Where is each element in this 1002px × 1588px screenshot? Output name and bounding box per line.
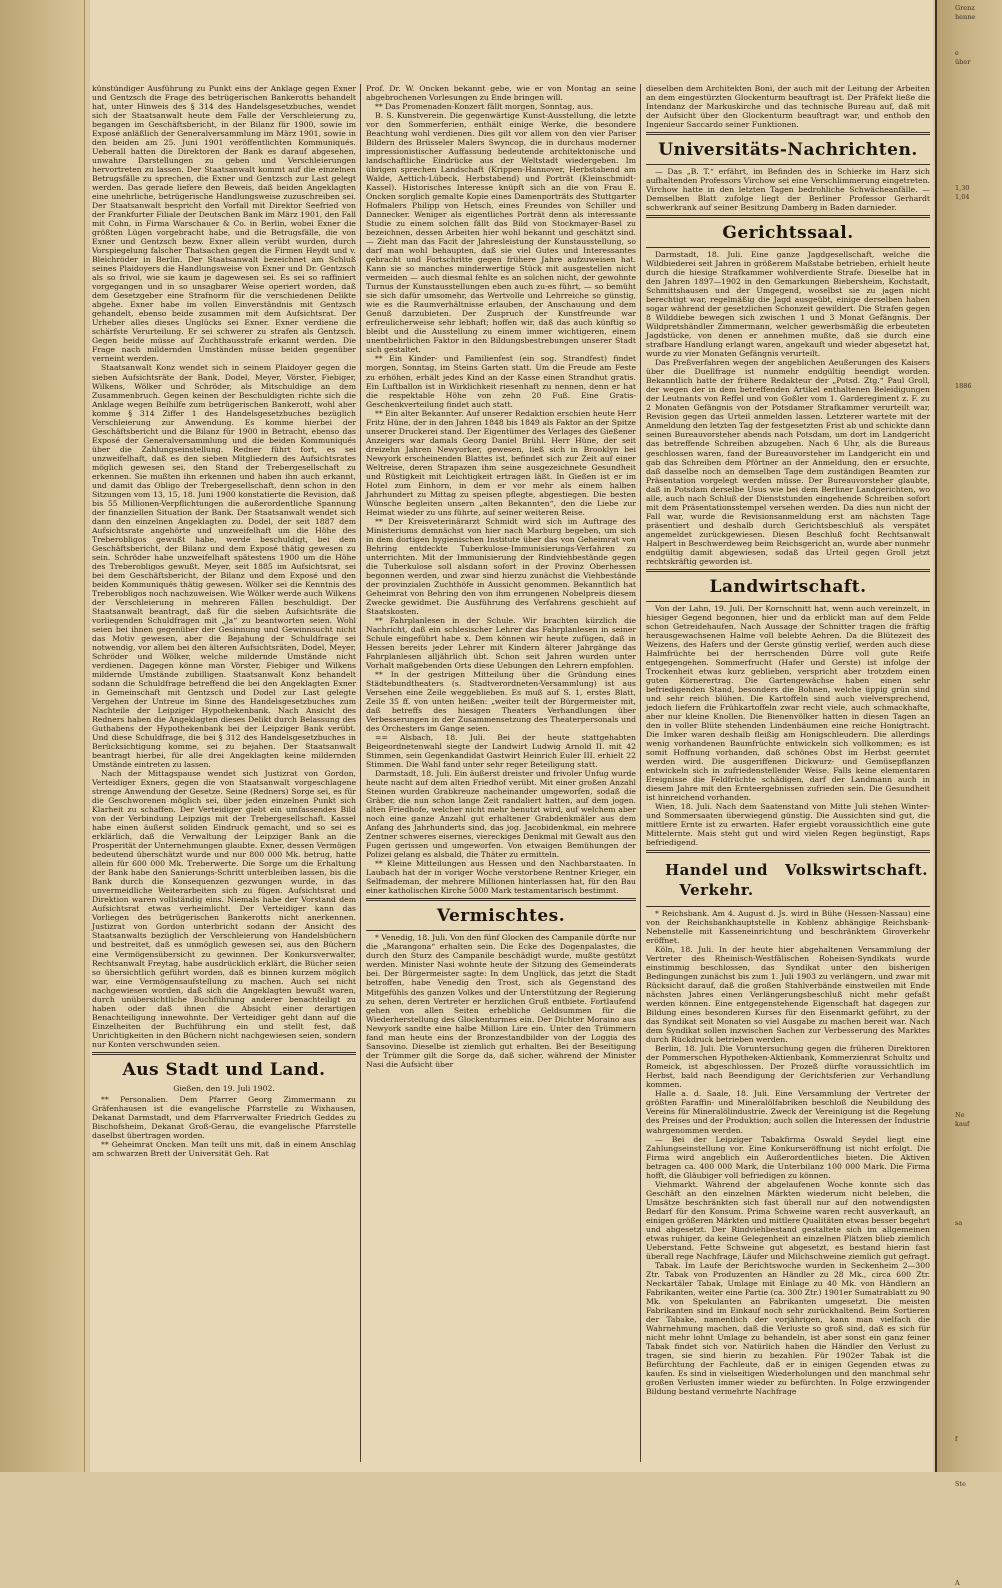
article-paragraph: ** Ein Kinder- und Familienfest (ein sog. Strandfest) findet morgen, Sonntag, im Steins Garten statt. Um die Freude am Feste zu erhöhen, erhält jedes Kind an der Kasse einen Strandhut gratis. Ein Luftballon ist in Wirklichkeit riesenhaft zu nennen, denn er hat die respektable Höhe von zehn 20 Fuß. Eine Gratis-Geschenkverteilung findet auch statt. <box>366 354 636 409</box>
article-paragraph: Berlin, 18. Juli. Die Voruntersuchung gegen die früheren Direktoren der Pommerschen Hypotheken-Aktienbank, Kommerzienrat Schultz und Romeick, ist abgeschlossen. Der Prozeß dürfte voraussichtlich im Herbst, bald nach Beendigung der Gerichtsferien zur Verhandlung kommen. <box>646 1044 930 1090</box>
article-paragraph: dieselben dem Architekten Boni, der auch mit der Leitung der Arbeiten an dem eingestürzten Glockenturm beauftragt ist. Der Präfekt ließe die Intendanz der Markuskirche und das technische Bureau auf, daß mit der Aufsicht über den Glockenturm beauftragt war, und enthob den Ingenieur Saccardo seiner Funktionen. <box>646 84 930 130</box>
column-divider <box>360 84 361 1462</box>
article-paragraph: Tabak. Im Laufe der Berichtswoche wurden in Seckenheim 2—300 Ztr. Tabak von Produzenten an Händler zu 28 Mk., circa 600 Ztr. Neckartäler Tabak, Umlage mit Einlage zu 40 Mk. von Händlern an Fabrikanten, weiter eine Partie (ca. 300 Ztr.) 1901er Sumatrablatt zu 90 Mk. von Spekulanten an Fabrikanten umgesetzt. Die meisten Fabrikanten sind im Einkauf noch sehr zurückhaltend. Beim Sortieren der Tabake, namentlich der vorjährigen, kann man vielfach die Wahrnehmung machen, daß die Verluste so groß sind, daß es sich für nicht mehr lohnt Umlage zu behandeln, ist aber sonst ein ganz feiner Tabak findet sich vor. Natürlich haben die Händler den Verlust zu tragen, sie sind hierin zu bezahlen. Für 1902er Tabak ist die Befürchtung der Fachleute, daß er in einigen Gegenden etwas zu kaufen. Es sind in vielseitigen Wiederholungen und den manchmal sehr großen Verlusten immer wieder zu befürchten. In Folge erzwingender Bildung bestand vermehrte Nachfrage <box>646 1260 930 1396</box>
section-rule <box>366 898 636 901</box>
section-rule <box>646 906 930 907</box>
section-heading-gerichtssaal: Gerichtssaal. <box>722 223 854 244</box>
article-paragraph: künstündiger Ausführung zu Punkt eins der Anklage gegen Exner und Gentzsch die Frage des betrügerischen Bankerotts behandelt hat, unter Hinweis des § 314 des Handelsgesetzbuches, wendet sich der Staatsanwalt heute dem Falle der Verschleierung zu, begangen im Geschäftsbericht, in der Bilanz für 1900, sowie im Exposé anläßlich der Generalversammlung im März 1901, sowie in den beiden am 25. Juni 1901 veröffentlichten Kommuniqués. Ueberall hatten die Direktoren der Bank es darauf abgesehen, unwahre Darstellungen zu geben und Verschleierungen hervortreten zu lassen. Der Staatsanwalt kommt auf die einzelnen Betrugsfälle zu sprechen, die Exner und Gentzsch zur Last gelegt werden. Das gerade liefere den Beweis, daß beiden Angeklagten eine unehrliche, betrügerische Handlungsweise zuzuschreiben sei. Der Staatsanwalt bespricht den Vorfall mit Direktor Seefried von der Frankfurter Filiale der Deutschen Bank im März 1901, den Fall mit Cohn, in Firma Warschauer & Co. in Berlin, wobei Exner die größten Lügen vorgebracht habe, und die Betrugsfälle, die von Exner und Gentzsch bezw. Exner allein verübt wurden, durch Vorspiegelung falscher Thatsachen gegen die Firmen Heydt und v. Bleichröder in Berlin. Der Staatsanwalt bezeichnet am Schluß seines Plaidoyers die Handlungsweise von Exner und Dr. Gentzsch als so frivol, wie sie kaum je dagewesen sei. Es sei so raffiniert vorgegangen und in so unsagbarer Weise operiert worden, daß dem Gesetzgeber eine Strafnorm für die verschiedenen Delikte abgehe. Exner habe im vollen Einverständnis mit Gentzsch gehandelt, ebenso beide zusammen mit dem Aufsichtsrat. Der Urheber alles dieses Unglücks sei Exner. Exner verdiene die schärfste Verurteilung. Er sei schwerer zu strafen als Gentzsch. Gegen beide müsse auf Zuchthausstrafe erkannt werden. Die Frage nach mildernden Umständen müsse beiden gegenüber verneint werden. <box>92 84 356 364</box>
section-rule <box>92 1052 356 1055</box>
article-paragraph: ** In der gestrigen Mitteilung über die Gründung eines Städtebundtheaters (s. Stadtverordneten-Versammlung) ist aus Versehen eine Zeile weggeblieben. Es muß auf S. 1, erstes Blatt, Zeile 35 ff. von unten heißen: „weiter teilt der Bürgermeister mit, daß betreffs des hiesigen Theaters Verhandlungen über Verbesserungen in der Zusammensetzung des Theaterpersonals und des Orchesters im Gange seien. <box>366 670 636 734</box>
column-2 <box>366 84 636 1464</box>
article-paragraph: Halle a. d. Saale, 18. Juli. Eine Versammlung der Vertreter der größten Faraffin- und Mineralölfabriken beschloß die Neubildung des Vereins für Mineralölindustrie. Zweck der Vereinigung ist die Regelung des Preises und der Produktion; auch sollen die Interessen der Industrie wahrgenommen werden. <box>646 1089 930 1135</box>
newspaper-page <box>90 0 933 1472</box>
article-paragraph: Darmstadt, 18. Juli. Eine ganze Jagdgesellschaft, welche die Wildbiederei seit Jahren in größerem Maßstabe betrieben, erhielt heute durch die hiesige Strafkammer wohlverdiente Strafe. Dieselbe hat in den Jahren 1897—1902 in den Gemarkungen Biebersheim, Kochstadt, Schmittshausen und der Umgegend, woselbst sie zu jagen nicht berechtigt war, regelmäßig die Jagd ausgeübt, einige derselben haben sogar während der gesetzlichen Schonzeit gewildert. Die Strafen gegen 8 Wilddiebe bewegen sich zwischen 1 und 3 Monat Gefängnis. Der Wildpretshändler Zimmermann, welcher gewerbsmäßig die erbeuteten Jagdstücke, von denen er annehmen mußte, daß sie durch eine strafbare Handlung erlangt waren, angekauft und wieder abgesetzt hat, wurde zu vier Monaten Gefängnis verurteilt. <box>646 250 930 359</box>
article-paragraph: ** Geheimrat Oncken. Man teilt uns mit, daß in einem Anschlag am schwarzen Brett der Universität Geh. Rat <box>92 1139 356 1158</box>
article-paragraph: ** Der Kreisveterinärarzt Schmidt wird sich im Auftrage des Ministeriums demnächst von hier nach Marburg begeben, um sich in dem dortigen hygienischen Institute über das von Geheimrat von Behring entdeckte Tuberkulose-Immunisierungs-Verfahren zu unterrichten. Mit der Immunisierung der Rindviehbestände gegen die Tuberkulose soll alsdann sofort in der Provinz Oberhessen begonnen werden, und zwar sind hierzu zunächst die Viehbestände der provinzialen Zuchthöfe in Aussicht genommen. Bekanntlich hat Geheimrat von Behring den von ihm errungenen Nobelpreis diesem Zwecke gewidmet. Die Ausführung des Verfahrens geschieht auf Staatskosten. <box>366 516 636 616</box>
section-heading-universitaets-nachrichten: Universitäts-Nachrichten. <box>658 140 918 161</box>
article-paragraph: — Das „B. T.“ erfährt, im Befinden des in Schierke im Harz sich aufhaltenden Professors Virchow sei eine Verschlimmerung eingetreten. Virchow hatte in den letzten Tagen bedrohliche Schwächeanfälle. — Demselben Blatt zufolge liegt der Berliner Professor Gerhardt schwerkrank auf seiner Besitzung Damberg in Baden darnieder. <box>646 167 930 213</box>
section-rule <box>646 850 930 853</box>
section-rule <box>366 930 636 931</box>
split-heading-row <box>646 856 930 904</box>
article-paragraph: Von der Lahn, 19. Juli. Der Kornschnitt hat, wenn auch vereinzelt, in hiesiger Gegend begonnen, hier und da erblickt man auf dem Felde schon Getreidehaufen. Nach Aussage der Schnitter tragen die fräftig herausgewachsenen Halme voll belebte Aehren. Da die Blütezeit des Weizens, des Hafers und der Gerste günstig verlief, werden auch diese Halmfrüchte bei der herrschenden Dürre voll gute Reife entgegengehen. Sommerfrucht (Hafer und Gerste) ist infolge der Trockenheit etwas kurz geblieben, verspricht aber trotzdem einen guten Körnerertrag. Die Gartengewächse haben einen sehr befriedigenden Stand, besonders die Bohnen, welche üppig grün sind und sehr reich blühen. Die Kartoffeln sind auch vielversprechend, jedoch liefern die Frühkartoffeln zwar recht viele, auch schmackhafte, aber nur kleine Knollen. Die Bienenvölker hatten in diesen Tagen an den in voller Blüte stehenden Lindenbäumen eine reiche Honigtracht. Die Imker waren deshalb fleißig am Honigschleudern. Die allerdings wenig vorhandenen Baumfrüchte entwickeln sich vollkommen; es ist somit Hoffnung vorhanden, daß schönes Obst im Herbst geerntet werden wird. Die ausgeriffenen Dickwurz- und Gemüsepflanzen entwickeln sich in zufriedenstellender Weise. Falls keine elementaren Ereignisse die Feldfrüchte schädigen, darf der Landmann auch in diesem Jahre mit den Ernteergebnissen zufrieden sein. Die Gesundheit ist hinreichend vorhanden. <box>646 603 930 803</box>
article-paragraph: ** Das Promenaden-Konzert fällt morgen, Sonntag, aus. <box>375 102 594 112</box>
section-heading-volkswirtschaft: Volkswirtschaft. <box>784 861 928 880</box>
section-rule <box>646 132 930 135</box>
article-paragraph: Viehmarkt. Während der abgelaufenen Woche konnte sich das Geschäft an den einzelnen Märkten wiederum nicht beleben, die Umsätze beschränkten sich fast überall nur auf den notwendigsten Bedarf für den Konsum. Prima Schweine waren recht ausverkauft, an einigen größeren Märkten und mittlere Qualitäten etwas besser begehrt und abgesetzt. Der Rindviehbestand gestaltete sich im allgemeinen etwas ruhiger, da keine Gelegenheit an einzelnen Plätzen blieb ziemlich Ueberstand. Fette Schweine gut abgesetzt, es bestand hierin fast überall rege Nachfrage, Läufer und Milchschweine ziemlich gut gefragt. <box>646 1179 930 1261</box>
section-heading-aus-stadt-und-land: Aus Stadt und Land. <box>122 1059 326 1080</box>
dateline: Gießen, den 19. Juli 1902. <box>173 1083 275 1093</box>
article-paragraph: Staatsanwalt Konz wendet sich in seinem Plaidoyer gegen die sieben Aufsichtsräte der Bank, Dodel, Meyer, Vörster, Fiebiger, Wilkens, Wölker und Schröder, als Mitschuldige an dem Zusammenbruch. Gegen keinen der Beschuldigten richte sich die Anklage wegen Beihilfe zum betrügerischen Bankerott, wohl aber komme § 314 Ziffer 1 des Handelsgesetzbuches bezüglich Verschleierung zur Anwendung. Es komme hierbei der Geschäftsbericht und die Bilanz für 1900 in Betracht, ebenso das Exposé der Generalversammlung und die beiden Kommuniqués über die Zahlungseinstellung. Redner führt fort, es sei unzweifelhaft, daß es den sieben Mitgliedern des Aufsichtsrates möglich gewesen sei, den Stand der Trebergesellschaft zu erkennen. Sie mußten ihn erkennen und haben ihn auch erkannt, und damit das Obligo der Trebergesellschaft, denn schon in den Sitzungen vom 13, 15, 18. Juni 1900 konstatierte die Revision, daß bis 55 Millionen-Verpflichtungen die außerordentliche Spannung der finanziellen Situation der Bank. Der Staatsanwalt wendet sich dann den einzelnen Angeklagten zu. Dodel, der seit 1887 dem Aufsichtsrate angehörte und unzweifelhaft um die Höhe des Treberobligos gewußt habe, werde beschuldigt, bei dem Geschäftsbericht, der Bilanz und dem Exposé thätig gewesen zu sein. Schröder habe unzweifelhaft spätestens 1900 um die Höhe des Treberobligos gewußt. Meyer, seit 1885 im Aufsichtsrat, sei bei dem Geschäftsbericht, der Bilanz und dem Exposé und den beiden Kommuniqués thätig gewesen. Wölker sei die Kenntnis des Treberobligos noch nachzuweisen. Wie Wölker werde auch Wilkens der Verschleierung in mehreren Fällen beschuldigt. Der Staatsanwalt beantragt, daß für die sieben Aufsichtsräte die vorliegenden Schuldfragen mit „Ja“ zu beantworten seien. Wohl seien bei ihnen gegenüber der Gesinnung und Gewinnsucht nicht das Motiv gewesen, aber die Bejahung der Schuldfrage sei notwendig, vor allem bei den älteren Aufsichtsräten, Dodel, Meyer, Schröder und Wölker, welche mildernde Umstände nicht verdienen. Dagegen könne man Vörster, Fiebiger und Wilkens mildernde Umstände zubilligen. Staatsanwalt Konz behandelt sodann die Schuldfrage betreffend die bei den Angeklagten Exner in Gemeinschaft mit Gentzsch und Dodel zur Last gelegte Vergehen der Untreue im Sinne des Handelsgesetzbuches zum Nachteile der Leipziger Hypothekenbank. Nach Ansicht des Redners haben die Angeklagten dieses Delikt durch Belassung des Guthabens der Hypothekenbank bei der Leipziger Bank verübt. Und diese Schuldfrage, die bei § 312 des Handelsgesetzbuches in Berücksichtigung komme, sei zu bejahen. Der Staatsanwalt beantragt hierbei, für alle drei Angeklagten keine mildernden Umstände eintreten zu lassen. <box>92 363 356 770</box>
column-3 <box>646 84 930 1464</box>
section-rule <box>646 247 930 248</box>
article-paragraph: * Reichsbank. Am 4. August d. Js. wird in Bühe (Hessen-Nassau) eine von der Reichsbankhauptstelle in Koblenz abhängige Reichsbank-Nebenstelle mit Kasseneinrichtung und beschränktem Giroverkehr eröffnet. <box>646 909 930 946</box>
column-divider <box>640 84 641 1462</box>
article-paragraph: ** Kleine Mitteilungen aus Hessen und den Nachbarstaaten. In Laubach hat der in voriger Woche verstorbene Rentner Krieger, ein Selfmademan, der mehrere Millionen hinterlassen hat, für den Bau einer katholischen Kirche 5000 Mark testamentarisch bestimmt. <box>366 859 636 896</box>
article-paragraph: ** Ein alter Bekannter. Auf unserer Redaktion erschien heute Herr Fritz Hüne, der in den Jahren 1848 bis 1849 als Faktor an der Spitze unserer Druckerei stand. Der Eigentümer des Verlages des Gießener Anzeigers war damals Georg Daniel Brühl. Herr Hüne, der seit dreizehn Jahren Newyorker, gewesen, ließ sich in Brooklyn bei Newyork erscheinenden Blattes ist, befindet sich zur Zeit auf einer Weltreise, deren Strapazen ihm seine ausgezeichnete Gesundheit und Rüstigkeit mit Leichtigkeit ertragen läßt. In Gießen ist er im Hotel zum Einhorn, in dem er vor mehr als einem halben Jahrhundert zu Mittag zu speisen pflegte, abgestiegen. Die besten Wünsche begleiten unsern „alten Bekannten“, den die Liebe zur Heimat wieder zu uns führte, auf seiner weiteren Reise. <box>366 408 636 517</box>
section-rule <box>646 569 930 572</box>
article-paragraph: ** Fahrplanlesen in der Schule. Wir brachten kürzlich die Nachricht, daß ein schlesischer Lehrer das Fahrplanlesen in seiner Schule eingeführt habe x. Dem können wir heute zufügen, daß in Hessen bereits jeder Lehrer mit Kindern älterer Jahrgänge das Fahrplanlesen alljährlich übt. Schon seit Jahren wurden unter Vorhalt maßgebenden Orts diese Uebungen den Lehrern empfohlen. <box>366 615 636 670</box>
article-paragraph: == Alsbach, 18. Juli. Bei der heute stattgehabten Beigeordnetenwahl siegte der Landwirt Ludwig Arnold II. mit 42 Stimmen, sein Gegenkandidat Gastwirt Heinrich Euler III. erhielt 22 Stimmen. Die Wahl fand unter sehr reger Beteiligung statt. <box>366 733 636 770</box>
article-paragraph: Köln, 18. Juli. In der heute hier abgehaltenen Versammlung der Vertreter des Rheinisch-Westfälischen Roheisen-Syndikats wurde einstimmig beschlossen, das Syndikat unter den bisherigen Bedingungen zunächst bis zum 1. Juli 1903 zu verlängern, und zwar mit Rücksicht darauf, daß die großen Stahlverbände einstweilen mit Ende nächsten Jahres einen Verlängerungsbeschluß nicht mehr gefaßt werden können. Eine entgegenstehende Eigenschaft hat dagegen zur Bildung eines besonderen Kurses für den Eisenmarkt geführt, zu der das Syndikat seit Monaten so viel Ausgabe zu machen bereit war. Nach dem Syndikat sollen inzwischen Sachen zur Verbesserung des Marktes durch Rückdruck betrieben werden. <box>646 945 930 1045</box>
article-paragraph: — Bei der Leipziger Tabakfirma Oswald Seydel liegt eine Zahlungseinstellung vor. Eine Konkurseröffnung ist nicht erfolgt. Die Firma wird angeblich ein Außerordentliches bieten. Die Aktiven betragen ca. 400 000 Mark, die Unterbilanz 100 000 Mark. Die Firma hofft, die Gläubiger voll befriedigen zu können. <box>646 1134 930 1180</box>
adjacent-page-edge <box>935 0 1002 1587</box>
article-paragraph: Das Preßverfahren wegen der angeblichen Aeußerungen des Kaisers über die Duellfrage ist nunmehr endgültig beendigt worden. Bekanntlich hatte der frühere Redakteur der „Potsd. Ztg.“ Paul Groll, der wegen der in dem betreffenden Artikel enthaltenen Beleidigungen der Leutnants von Reffel und von Goßler vom 1. Garderegiment z. F. zu 2 Monaten Gefängnis von der Potsdamer Strafkammer verurteilt war, Revision gegen das Urteil anmelden lassen. Letzterer wartete mit der Anmeldung den letzten Tag der festgesetzten Frist ab und schickte dann seinen Bureauvorsteher abends nach Potsdam, um dort im Landgericht das betreffende Schreiben abzugeben. Nach 6 Uhr, als die Bureaus geschlossen waren, fand der Bureauvorsteher im Landgericht ein und gab das Schreiben dem Pförtner an der Anmeldung, den er ersuchte, daß dasselbe noch an demselben Tage dem zuständigen Beamten zur Präsentation vorgelegt werden müsse. Der Bureauvorsteher glaubte, daß in Potsdam derselbe Usus wie bei dem Berliner Landgerichten, wo alle, auch nach Schluß der Dienststunden eingehende Schreiben sofort mit dem Präsentationsstempel versehen werden. Da dies nun nicht der Fall war, wurde die Revisionsanmeldung erst am nächsten Tage präsentiert und deshalb durch Gerichtsbeschluß als verspätet angemeldet zurückgewiesen. Diesen Beschluß focht Rechtsanwalt Halpert in Beschwerdeweg beim Reichsgericht an, wurde aber nunmehr endgültig damit abgewiesen, sodaß das Urteil gegen Groll jetzt rechtskräftig geworden ist. <box>646 358 930 566</box>
column-1 <box>92 84 356 1464</box>
article-paragraph: B. S. Kunstverein. Die gegenwärtige Kunst-Ausstellung, die letzte vor den Sommerferien, enthält einige Werke, die besondere Beachtung wohl verdienen. Dies gilt vor allem von den vier Pariser Bildern des Brüsseler Malers Swyncop, die in durchaus moderner impressionistischer Auffassung bedeutende architektonische und landschaftliche Eindrücke aus der Weltstadt wiedergeben. Im übrigen sprechen Landschaft (Krippen-Hannover, Herbstabend am Walde, Aettich-Lübeck, Herbstabend) und Porträt (Kleinschmidt-Kassel). Historisches Interesse knüpft sich an die von Frau E. Oncken sorglich gemalte Kopie eines Damenporträts des Stuttgarter Hofmalers Philipp von Hetsch, eines Freundes von Schiller und Dannecker. Weniger als eigentliches Porträt denn als interessante Studie zu einem solchen fällt das Bild von Stockmayer-Basel zu bezeichnen, dessen Arbeiten hier wohl bekannt und geschätzt sind. — Zieht man das Facit der Jahresleistung der Kunstausstellung, so darf man wohl behaupten, daß sie viel Gutes und Interessantes gebracht und Fortschritte gegen frühere Jahre aufzuweisen hat. Kann sie so manches minderwertige Stück mit ausgestellen nicht vermeiden — auch diesmal fehlte es an solchen nicht, der gewohnte Turnus der Kunstausstellungen eben auch zu-es führt, — so bemüht sie sich dafür umsomehr, das Wertvolle und Lehrreiche so günstig, wie es die Raumverhältnisse erlauben, der Anschauung und dem Genuß darzubieten. Der Zuspruch der Kunstfreunde war erfreulicherweise sehr lebhaft; hoffen wir, daß das auch künftig so bleibt und die Ausstellung zu einem immer wichtigeren, einem unentbehrlichen Faktor in den Bildungsbestrebungen unserer Stadt sich gestaltet. <box>366 111 636 355</box>
article-paragraph: Nach der Mittagspause wendet sich Justizrat von Gordon, Verteidiger Exners, gegen die von Staatsanwalt vorgeschlagene strenge Anwendung der Gesetze. Seine (Redners) Sorge sei, es für die Geschworenen möglich sei, über jeden einzelnen Punkt sich Klarheit zu schaffen. Der Verteidiger giebt ein umfassendes Bild von der Verbindung Leipzigs mit der Trebergesellschaft. Kassel habe einen äußerst soliden Eindruck gemacht, und so sei es erklärlich, daß die Verwaltung der Leipziger Bank an die Prosperität der Unternehmungen glaubte. Exner, dessen Vermögen bedeutend überschätzt wurde und nur 800 000 Mk. betrug, hatte allein für 600 000 Mk. Treberwerte. Die Sorge um die Erhaltung der Bank habe den Sanierungs-Schritt unterbleiben lassen, bis die Bank durch die Konsequenzen gezwungen wurde, in das unvermeidliche Weiterarbeiten sich zu fügen. Aufsichtsrat und Direktion waren vollständig eins. Niemals habe der Vorstand dem Aufsichtsrat etwas verheimlicht. Der Verteidiger kann das Vorliegen des betrügerischen Bankerotts nicht anerkennen. Justizrat von Gordon unterbricht sodann der Ansicht des Staatsanwalts bezüglich der Verschleierung von Handelsbüchern und bestreitet, daß es unmöglich gewesen sei, aus den Büchern eine Vermögensübersicht zu gewinnen. Der Konkursverwalter, Rechtsanwalt Freytag, habe ausdrücklich erklärt, die Bücher seien so übersichtlich geführt worden, daß es binnen kurzem möglich war, eine Vermögensaufstellung zu machen. Auch sei nicht nachgewiesen worden, daß sich die Angeklagten bewußt waren, durch unübersichtliche Buchführung anderer benachteiligt zu haben oder daß ihnen die Absicht einer derartigen Benachteiligung innewohnte. Der Verteidiger geht dann auf die Einzelheiten der Buchführung ein und stellt fest, daß Unrichtigkeiten in den Büchern nicht nachgewiesen seien, sondern nur Konten verschwunden seien. <box>92 769 356 1049</box>
section-rule <box>646 601 930 602</box>
section-rule <box>646 164 930 165</box>
article-paragraph: Wien, 18. Juli. Nach dem Saatenstand von Mitte Juli stehen Winter- und Sommersaaten überwiegend günstig. Die Aussichten sind gut, die mittlere Ernte ist zu erwarten. Hafer ergiebt voraussichtlich eine gute Mittelernte. Mais steht gut und wird vielen Regen begünstigt, Raps befriedigend. <box>646 802 930 848</box>
section-heading-vermischtes: Vermischtes. <box>436 906 566 927</box>
section-heading-handel-und-verkehr: Handel und Verkehr. <box>664 861 768 900</box>
article-paragraph: Darmstadt, 18. Juli. Ein äußerst dreister und frivoler Unfug wurde heute nacht auf dem alten Friedhof verübt. Mit einer großen Anzahl Steinen wurden Grabkreuze nacheinander umgeworfen, sodaß die Gräber, die nun schon lange Zeit randaliert hatten, auf dem jogen. alten Friedhofe, welcher nicht mehr benutzt wird, auf welchem aber noch eine ganze Anzahl gut erhaltener Grabdenkmäler aus dem Anfang des Jahrhunderts sind, das jog. Jacobidenkmal, ein mehrere Zentner schweres eisernes, viereckiges Denkmal mit Gewalt aus den Fugen gerissen und umgeworfen. Von etwaigen Bemühungen der Polizei gelang es alsbald, die Thäter zu ermitteln. <box>366 769 636 860</box>
article-paragraph: ** Personalien. Dem Pfarrer Georg Zimmermann zu Gräfenhausen ist die evangelische Pfarrstelle zu Wixhausen, Dekanat Darmstadt, und dem Pfarrverwalter Friedrich Geddes zu Bischofsheim, Dekanat Groß-Gerau, die evangelische Pfarrstelle daselbst übertragen worden. <box>92 1094 356 1140</box>
left-page-margin <box>0 0 85 1472</box>
article-paragraph: * Venedig, 18. Juli. Von den fünf Glocken des Campanile dürfte nur die „Marangona“ erhalten sein. Die Ecke des Dogenpalastes, die durch den Sturz des Campanile beschädigt wurde, mußte gestützt werden. Minister Nasi wohnte heute der Sitzung des Gemeinderats bei. Der Bürgermeister sagte: In dem Unglück, das jetzt die Stadt betroffen, habe Venedig den Trost, sich als Gegenstand des Mitgefühls des ganzen Volkes und der Unterstützung der Regierung zu sehen, deren Vertreter er herzlichen Gruß entbiete. Fortlaufend gehen von allen Seiten erhebliche Geldsummen für die Wiederherstellung des Glockenturmes ein. Der Dichter Moraino aus Newyork sandte eine halbe Million Lire ein. Unter den Trümmern fand man heute eins der Bronzestandbilder von der Loggia des Sansovino. Dieselbe ist ziemlich gut erhalten. Bei der Beseitigung der Trümmer gilt die Sorge da, daß sicher, während der Minister Nasi die Aufsicht über <box>366 933 636 1069</box>
article-paragraph: Prof. Dr. W. Oncken bekannt gebe, wie er von Montag an seine abgebrochenen Vorlesungen zu Ende bringen will. <box>366 84 636 103</box>
section-heading-landwirtschaft: Landwirtschaft. <box>709 576 867 597</box>
section-rule <box>646 215 930 218</box>
adjacent-page-text: Grenz henne e über 1,30 1,04 1886 Ne kauf sa f Ste A <box>955 4 976 1587</box>
